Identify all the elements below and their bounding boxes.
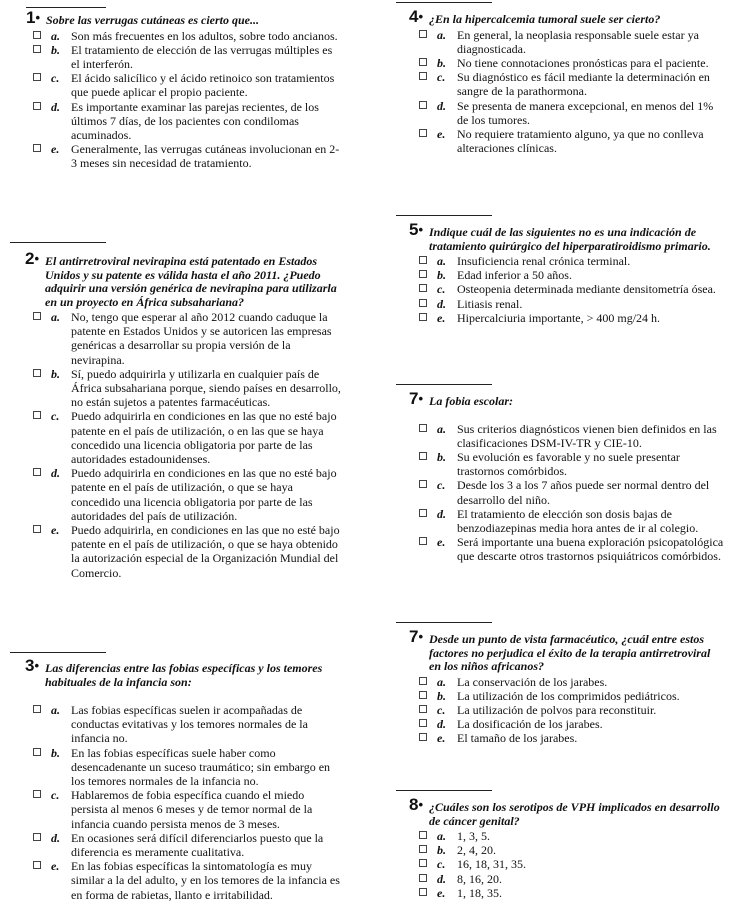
checkbox[interactable] xyxy=(419,256,427,264)
option-text: 1, 3, 5. xyxy=(457,829,490,843)
checkbox[interactable] xyxy=(33,31,41,39)
option-c[interactable]: c. Su diagnóstico es fácil mediante la determinación en sangre de la parathormona. xyxy=(419,70,726,98)
checkbox[interactable] xyxy=(33,144,41,152)
option-e[interactable]: e. Generalmente, las verrugas cutáneas involucionan en 2-3 meses sin necesidad de tratamiento. xyxy=(33,142,342,170)
option-c[interactable]: c. Puedo adquirirla en condiciones en las que no esté bajo patente en el país de utilización, o en las que se haya concedido una licencia obligatoria por parte de las autoridades estadounidenses. xyxy=(33,409,342,466)
checkbox[interactable] xyxy=(419,299,427,307)
checkbox[interactable] xyxy=(419,831,427,839)
option-text: No tiene connotaciones pronósticas para el paciente. xyxy=(457,55,709,70)
question-text: Desde un punto de vista farmacéutico, ¿cuál entre estos factores no perjudica el éxito de la terapia antirretroviral en los niños africanos? xyxy=(429,632,711,673)
checkbox[interactable] xyxy=(419,537,427,545)
question-number: 7 • xyxy=(409,630,423,645)
checkbox[interactable] xyxy=(419,691,427,699)
option-text: Sí, puedo adquirirla y utilizarla en cualquier país de África subsahariana porque, siendo países en desarrollo, no están sujetos a patentes farmacéuticas. xyxy=(71,366,341,410)
option-text: El tratamiento de elección son dosis bajas de benzodiazepinas media hora antes de ir al colegio. xyxy=(457,506,699,535)
divider xyxy=(26,7,106,8)
checkbox[interactable] xyxy=(419,677,427,685)
option-text: Insuficiencia renal crónica terminal. xyxy=(457,254,631,268)
question-number: 5 • xyxy=(409,223,423,238)
divider xyxy=(396,215,492,216)
divider xyxy=(396,384,492,385)
question-header xyxy=(396,7,726,27)
question-5 xyxy=(396,215,726,325)
checkbox[interactable] xyxy=(419,845,427,853)
checkbox[interactable] xyxy=(33,369,41,377)
question-header xyxy=(10,249,345,309)
option-d[interactable]: d. Se presenta de manera excepcional, en menos del 1% de los tumores. xyxy=(419,99,726,127)
option-text: Hipercalciuria importante, > 400 mg/24 h. xyxy=(457,310,661,325)
checkbox[interactable] xyxy=(419,480,427,488)
option-b[interactable]: b. En las fobias específicas suele haber como desencadenante un suceso traumático; sin embargo en los temores normales de la infancia no. xyxy=(33,746,342,789)
option-b[interactable]: b. 2, 4, 20. xyxy=(419,843,726,857)
option-text: La dosificación de los jarabes. xyxy=(457,717,603,732)
divider xyxy=(396,2,492,3)
checkbox[interactable] xyxy=(33,45,41,53)
option-d[interactable]: d. Es importante examinar las parejas recientes, de los últimos 7 días, de los pacientes con condilomas acuminados. xyxy=(33,100,342,143)
option-text: 1, 18, 35. xyxy=(457,885,502,900)
option-e[interactable]: e. En las fobias específicas la sintomatología es muy similar a la del adulto, y en los temores de la infancia es en forma de rabietas, llanto e irritabilidad. xyxy=(33,859,342,902)
question-text: El antirretroviral nevirapina está patentado en Estados Unidos y su patente es válida hasta el año 2011. ¿Puedo adquirir una versión genérica de nevirapina para utilizarla en un proyecto en África subsahariana? xyxy=(45,254,337,309)
option-c[interactable]: c. Hablaremos de fobia específica cuando el miedo persista al menos 6 meses y de temor normal de la infancia cuando persista menos de 3 meses. xyxy=(33,788,342,831)
question-number: 1 • xyxy=(26,11,40,26)
option-text: Son más frecuentes en los adultos, sobre todo ancianos. xyxy=(71,28,338,43)
checkbox[interactable] xyxy=(419,733,427,741)
question-text: ¿Cuáles son los serotipos de VPH implicados en desarrollo de cáncer genital? xyxy=(429,800,720,828)
checkbox[interactable] xyxy=(33,790,41,798)
option-text: Desde los 3 a los 7 años puede ser normal dentro del desarrollo del niño. xyxy=(457,478,710,507)
question-text: Las diferencias entre las fobias específicas y los temores habituales de la infancia son: xyxy=(45,661,323,689)
question-number: 2 • xyxy=(25,252,39,267)
question-text: La fobia escolar: xyxy=(429,394,513,408)
option-text: Edad inferior a 50 años. xyxy=(457,268,572,283)
option-e[interactable]: e. No requiere tratamiento alguno, ya que no conlleva alteraciones clínicas. xyxy=(419,127,726,155)
question-8 xyxy=(396,790,726,900)
checkbox[interactable] xyxy=(419,30,427,38)
option-d[interactable]: d. La dosificación de los jarabes. xyxy=(419,717,726,731)
option-text: La conservación de los jarabes. xyxy=(457,674,608,689)
divider xyxy=(396,790,492,791)
divider xyxy=(10,242,106,243)
checkbox[interactable] xyxy=(33,861,41,869)
option-text: Será importante una buena exploración psicopatológica que descarte otros trastornos psiquiátricos comórbidos. xyxy=(457,535,724,564)
option-text: La utilización de los comprimidos pediátricos. xyxy=(457,688,680,703)
checkbox[interactable] xyxy=(419,705,427,713)
question-7a xyxy=(396,384,726,564)
option-text: El ácido salicílico y el ácido retinoico son tratamientos que puede aplicar el propio paciente. xyxy=(71,71,335,100)
option-d[interactable]: d. El tratamiento de elección son dosis bajas de benzodiazepinas media hora antes de ir al colegio. xyxy=(419,507,726,535)
option-text: Generalmente, las verrugas cutáneas involucionan en 2-3 meses sin necesidad de tratamiento. xyxy=(71,142,340,171)
question-number: 3 • xyxy=(25,659,39,674)
checkbox[interactable] xyxy=(419,888,427,896)
question-text: ¿En la hipercalcemia tumoral suele ser cierto? xyxy=(429,12,661,26)
option-text: La utilización de polvos para reconstituir. xyxy=(457,702,657,717)
question-header xyxy=(396,795,724,828)
option-a[interactable]: a. Son más frecuentes en los adultos, sobre todo ancianos. xyxy=(33,29,342,43)
checkbox[interactable] xyxy=(33,833,41,841)
checkbox[interactable] xyxy=(419,509,427,517)
option-a[interactable]: a. Las fobias específicas suelen ir acompañadas de conductas evitativas y los temores normales de la infancia no. xyxy=(33,703,342,746)
question-header xyxy=(396,220,726,253)
checkbox[interactable] xyxy=(419,129,427,137)
option-a[interactable]: a. Insuficiencia renal crónica terminal. xyxy=(419,254,726,268)
option-e[interactable]: e. Será importante una buena exploración psicopatológica que descarte otros trastornos psiquiátricos comórbidos. xyxy=(419,535,726,563)
option-d[interactable]: d. Litiasis renal. xyxy=(419,297,726,311)
option-b[interactable]: b. No tiene connotaciones pronósticas para el paciente. xyxy=(419,56,726,70)
option-c[interactable]: c. La utilización de polvos para reconstituir. xyxy=(419,703,726,717)
option-c[interactable]: c. 16, 18, 31, 35. xyxy=(419,857,726,871)
checkbox[interactable] xyxy=(33,411,41,419)
option-text: El tratamiento de elección de las verrugas múltiples es el interferón. xyxy=(71,42,333,71)
checkbox[interactable] xyxy=(33,73,41,81)
question-header xyxy=(26,8,342,28)
checkbox[interactable] xyxy=(419,452,427,460)
option-d[interactable]: d. 8, 16, 20. xyxy=(419,872,726,886)
option-text: Es importante examinar las parejas recientes, de los últimos 7 días, de los pacientes con condilomas acuminados. xyxy=(71,99,319,142)
question-7b xyxy=(396,622,726,746)
checkbox[interactable] xyxy=(419,58,427,66)
checkbox[interactable] xyxy=(419,72,427,80)
option-b[interactable]: b. El tratamiento de elección de las verrugas múltiples es el interferón. xyxy=(33,43,342,71)
checkbox[interactable] xyxy=(419,270,427,278)
checkbox[interactable] xyxy=(419,719,427,727)
option-text: Litiasis renal. xyxy=(457,296,523,311)
option-text: El tamaño de los jarabes. xyxy=(457,731,578,746)
option-text: Su diagnóstico es fácil mediante la determinación en sangre de la parathormona. xyxy=(457,70,710,99)
option-text: Puedo adquirirla en condiciones en las que no esté bajo patente en el país de utilización, o que se haya concedido una licencia obligatoria por parte de las autoridades del país de utilización. xyxy=(71,466,337,523)
option-a[interactable]: a. 1, 3, 5. xyxy=(419,829,726,843)
option-b[interactable]: b. Sí, puedo adquirirla y utilizarla en cualquier país de África subsahariana porque, siendo países en desarrollo, no están sujetos a patentes farmacéuticas. xyxy=(33,367,342,410)
divider xyxy=(396,622,492,623)
option-b[interactable]: b. Edad inferior a 50 años. xyxy=(419,268,726,282)
checkbox[interactable] xyxy=(419,424,427,432)
question-number: 4 • xyxy=(409,10,423,25)
option-text: En las fobias específicas la sintomatología es muy similar a la del adulto, y en los temores de la infancia es en forma de rabietas, llanto e irritabilidad. xyxy=(71,859,340,902)
option-d[interactable]: d. En ocasiones será difícil diferenciarlos puesto que la diferencia es meramente cualitativa. xyxy=(33,831,342,859)
option-b[interactable]: b. La utilización de los comprimidos pediátricos. xyxy=(419,689,726,703)
option-text: En ocasiones será difícil diferenciarlos puesto que la diferencia es meramente cualitativa. xyxy=(71,830,324,860)
question-number: 7 • xyxy=(409,392,423,407)
checkbox[interactable] xyxy=(33,748,41,756)
option-a[interactable]: a. En general, la neoplasia responsable suele estar ya diagnosticada. xyxy=(419,28,726,56)
option-text: Sus criterios diagnósticos vienen bien definidos en las clasificaciones DSM-IV-TR y CIE-10. xyxy=(457,421,717,450)
question-header xyxy=(396,389,726,409)
option-text: Osteopenia determinada mediante densitometría ósea. xyxy=(457,282,716,297)
option-c[interactable]: c. El ácido salicílico y el ácido retinoico son tratamientos que puede aplicar el propio paciente. xyxy=(33,71,342,99)
option-text: No requiere tratamiento alguno, ya que no conlleva alteraciones clínicas. xyxy=(457,126,704,156)
option-text: Puedo adquirirla, en condiciones en las que no esté bajo patente en el país de utilización, o que se haya obtenido la autorización especial de la Organización Mundial del Comercio. xyxy=(71,523,340,580)
option-text: En las fobias específicas suele haber como desencadenante un suceso traumático; sin embargo en los temores normales de la infancia no. xyxy=(71,745,331,789)
checkbox[interactable] xyxy=(33,705,41,713)
option-d[interactable]: d. Puedo adquirirla en condiciones en las que no esté bajo patente en el país de utilización, o que se haya concedido una licencia obligatoria por parte de las autoridades del país de utilización. xyxy=(33,466,342,523)
option-e[interactable]: e. 1, 18, 35. xyxy=(419,886,726,900)
question-number: 8 • xyxy=(409,798,423,813)
option-e[interactable]: e. El tamaño de los jarabes. xyxy=(419,731,726,745)
option-text: Su evolución es favorable y no suele presentar trastornos comórbidos. xyxy=(457,449,680,479)
option-text: Se presenta de manera excepcional, en menos del 1% de los tumores. xyxy=(457,98,714,127)
option-a[interactable]: a. Sus criterios diagnósticos vienen bien definidos en las clasificaciones DSM-IV-TR y CIE-10. xyxy=(419,422,726,450)
option-a[interactable]: a. No, tengo que esperar al año 2012 cuando caduque la patente en Estados Unidos y se autoricen las empresas genéricas a desarrollar su propia versión de la nevirapina. xyxy=(33,310,342,367)
option-e[interactable]: e. Hipercalciuria importante, > 400 mg/24 h. xyxy=(419,311,726,325)
divider xyxy=(10,652,106,653)
checkbox[interactable] xyxy=(419,874,427,882)
option-text: 16, 18, 31, 35. xyxy=(457,857,526,872)
checkbox[interactable] xyxy=(419,101,427,109)
question-4 xyxy=(396,2,726,155)
option-text: Puedo adquirirla en condiciones en las que no esté bajo patente en el país de utilización, o en las que se haya concedido una licencia obligatoria por parte de las autoridades estadounidenses. xyxy=(71,409,337,467)
option-a[interactable]: a. La conservación de los jarabes. xyxy=(419,675,726,689)
checkbox[interactable] xyxy=(33,525,41,533)
question-header xyxy=(10,656,340,689)
option-text: Hablaremos de fobia específica cuando el miedo persista al menos 6 meses y de temor normal de la infancia cuando persista menos de 3 meses. xyxy=(71,788,313,831)
checkbox[interactable] xyxy=(419,284,427,292)
option-c[interactable]: c. Osteopenia determinada mediante densitometría ósea. xyxy=(419,282,726,296)
option-b[interactable]: b. Su evolución es favorable y no suele presentar trastornos comórbidos. xyxy=(419,450,726,478)
checkbox[interactable] xyxy=(419,859,427,867)
option-e[interactable]: e. Puedo adquirirla, en condiciones en las que no esté bajo patente en el país de utilización, o que se haya obtenido la autorización especial de la Organización Mundial del Comercio. xyxy=(33,523,342,580)
question-header xyxy=(396,627,719,674)
option-text: En general, la neoplasia responsable suele estar ya diagnosticada. xyxy=(457,27,699,56)
checkbox[interactable] xyxy=(33,468,41,476)
question-text: Sobre las verrugas cutáneas es cierto que... xyxy=(46,13,259,27)
option-text: 2, 4, 20. xyxy=(457,843,496,858)
option-text: 8, 16, 20. xyxy=(457,871,502,886)
question-text: Indique cuál de las siguientes no es una indicación de tratamiento quirúrgico del hiperparatiroidismo primario. xyxy=(429,225,711,253)
option-c[interactable]: c. Desde los 3 a los 7 años puede ser normal dentro del desarrollo del niño. xyxy=(419,478,726,506)
option-text: Las fobias específicas suelen ir acompañadas de conductas evitativas y los temores normales de la infancia no. xyxy=(71,703,308,746)
question-3 xyxy=(10,652,342,902)
question-2 xyxy=(10,242,342,580)
checkbox[interactable] xyxy=(419,313,427,321)
checkbox[interactable] xyxy=(33,312,41,320)
checkbox[interactable] xyxy=(33,102,41,110)
question-1 xyxy=(26,2,342,171)
option-text: No, tengo que esperar al año 2012 cuando caduque la patente en Estados Unidos y se autoricen las empresas genéricas a desarrollar su propia versión de la nevirapina. xyxy=(71,310,332,367)
